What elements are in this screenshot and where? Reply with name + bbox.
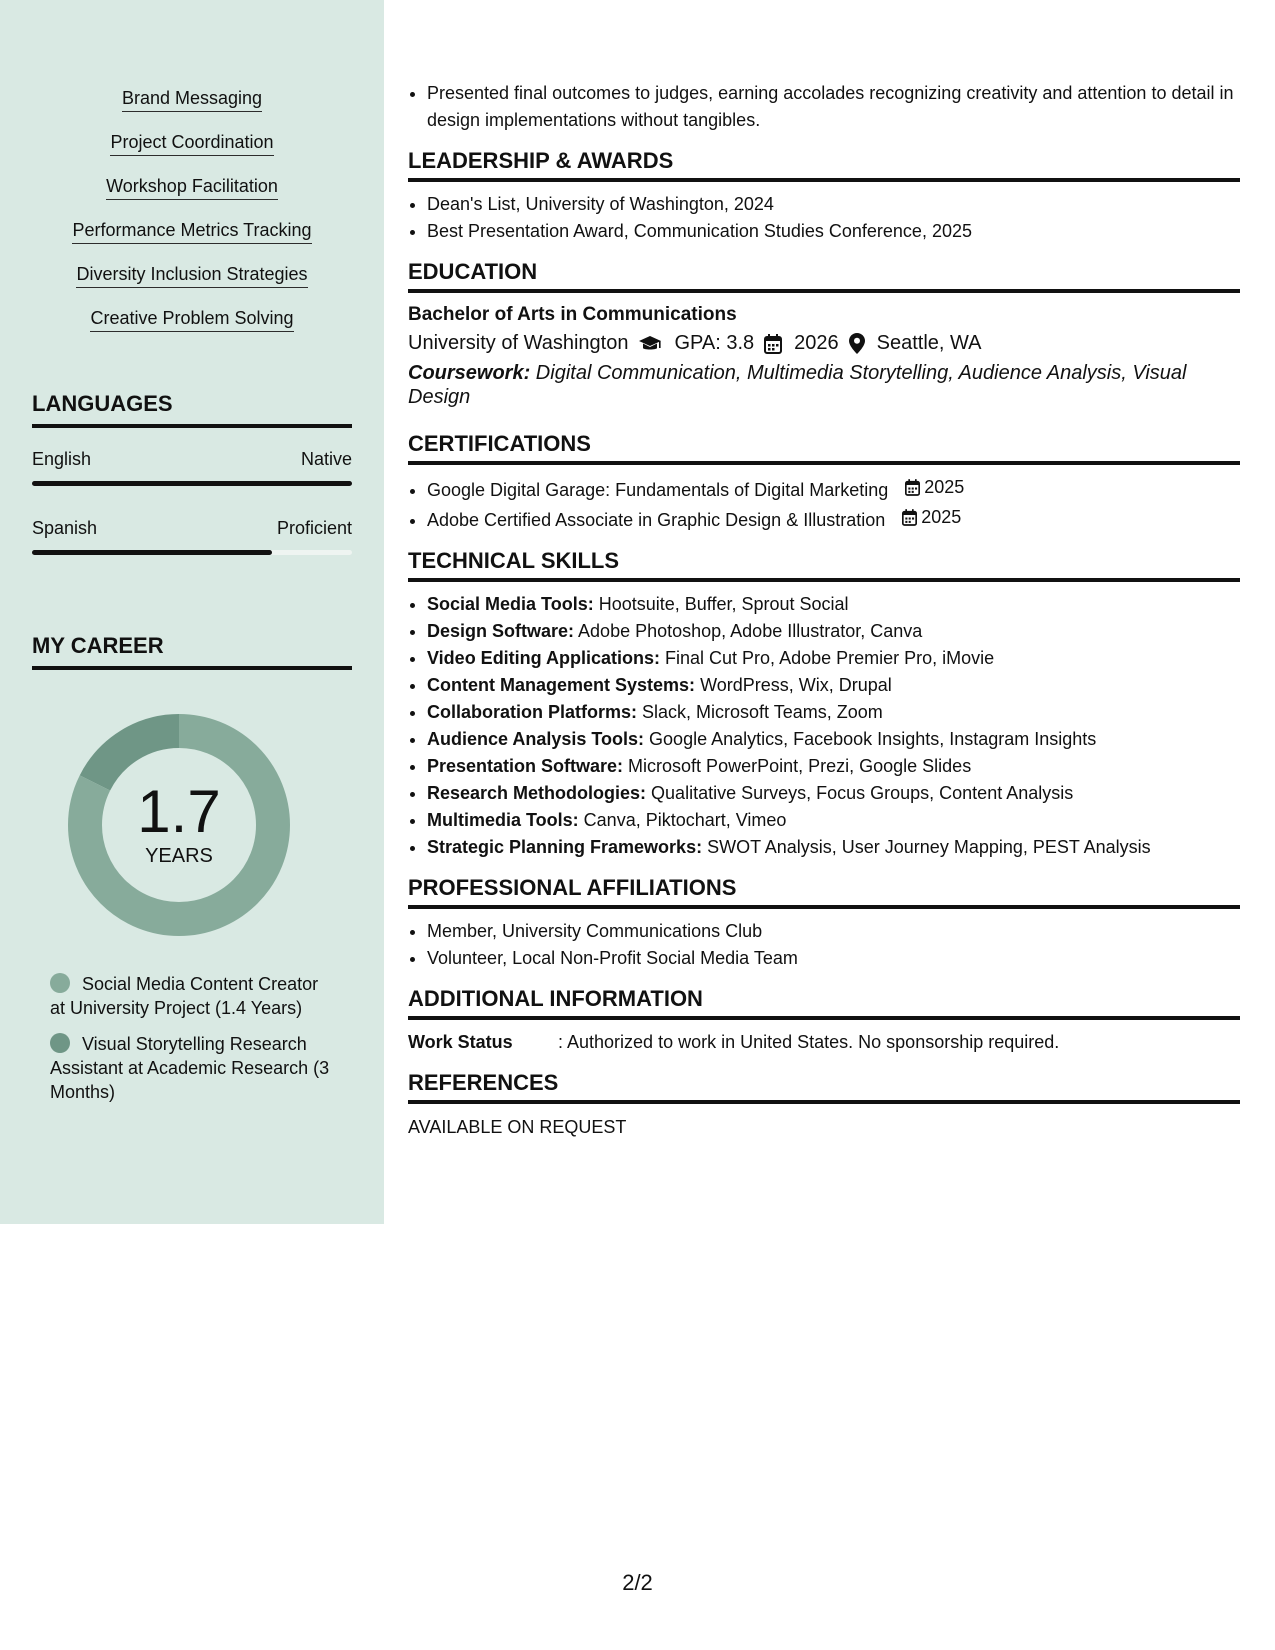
sidebar (0, 0, 384, 1224)
references-text: AVAILABLE ON REQUEST (408, 1117, 627, 1137)
list-item (427, 807, 1240, 834)
calendar-icon (902, 509, 917, 526)
location-pin-icon (849, 333, 865, 354)
language-bar-fill (32, 481, 352, 486)
skill-value: Slack, Microsoft Teams, Zoom (637, 702, 883, 722)
school-name: University of Washington (408, 332, 629, 354)
certification-name: Google Digital Garage: Fundamentals of Digital Marketing (427, 480, 889, 500)
degree-title: Bachelor of Arts in Communications (408, 304, 737, 325)
skill-item: Performance Metrics Tracking (72, 218, 311, 244)
list-item (427, 726, 1240, 753)
list-item (427, 504, 1240, 534)
career-heading: MY CAREER (32, 633, 352, 670)
list-item (427, 780, 1240, 807)
location: Seattle, WA (876, 332, 982, 354)
work-status (408, 1029, 1240, 1056)
career-total: 1.7 (137, 778, 221, 845)
career-item (50, 1032, 335, 1104)
list-item: • Presented final outcomes to judges, earning accolades recognizing creativity and attention to detail in design implementations without tangibles. (427, 80, 1240, 134)
list-item (427, 753, 1240, 780)
skill-value: Hootsuite, Buffer, Sprout Social (593, 594, 849, 614)
skill-value: Microsoft PowerPoint, Prezi, Google Slides (623, 756, 972, 776)
coursework-list: Digital Communication, Multimedia Storytelling, Audience Analysis, Visual Design (408, 362, 1187, 408)
technical-skills-heading: TECHNICAL SKILLS (408, 548, 1240, 582)
skill-label: Design Software: (427, 621, 575, 641)
languages-heading: LANGUAGES (32, 391, 352, 428)
graduation-cap-icon (638, 335, 662, 353)
language-name: Spanish (32, 518, 98, 538)
skill-label: Research Methodologies: (427, 783, 647, 803)
career-item (50, 972, 335, 1020)
career-item-text: Visual Storytelling Research Assistant at Academic Research (3 Months) (50, 1034, 330, 1102)
education-heading: EDUCATION (408, 259, 1240, 293)
language-level: Proficient (276, 518, 352, 538)
work-status-value: : Authorized to work in United States. No sponsorship required. (558, 1032, 1060, 1052)
career-item-text: Social Media Content Creator at University Project (1.4 Years) (50, 974, 319, 1018)
skill-label: Collaboration Platforms: (427, 702, 638, 722)
language-level: Native (300, 449, 352, 469)
certification-year: 2025 (924, 477, 965, 497)
skill-value: SWOT Analysis, User Journey Mapping, PEST Analysis (702, 837, 1151, 857)
list-item: • Dean's List, University of Washington, 2024 (427, 191, 1240, 218)
affiliations-list (408, 918, 1240, 972)
list-item (427, 474, 1240, 504)
main-content (408, 80, 1240, 1141)
calendar-icon (764, 334, 782, 354)
career-legend (50, 972, 335, 1116)
skill-label: Content Management Systems: (427, 675, 696, 695)
skill-value: Adobe Photoshop, Adobe Illustrator, Canva (574, 621, 923, 641)
skill-label: Strategic Planning Frameworks: (427, 837, 703, 857)
additional-info-heading: ADDITIONAL INFORMATION (408, 986, 1240, 1020)
calendar-icon (905, 479, 920, 496)
intro-bullets (408, 80, 1240, 134)
list-item (427, 672, 1240, 699)
graduation-year: 2026 (794, 332, 839, 354)
skill-label: Audience Analysis Tools: (427, 729, 645, 749)
legend-dot-icon (50, 1033, 70, 1053)
work-status-label: Work Status (408, 1032, 513, 1052)
list-item (427, 645, 1240, 672)
language-name: English (32, 449, 92, 469)
skill-value: Canva, Piktochart, Vimeo (578, 810, 787, 830)
skill-label: Video Editing Applications: (427, 648, 661, 668)
skill-label: Presentation Software: (427, 756, 624, 776)
technical-skills-list (408, 591, 1240, 861)
certifications-list (408, 474, 1240, 534)
skill-item: Workshop Facilitation (106, 174, 278, 200)
legend-dot-icon (50, 973, 70, 993)
list-item: • Best Presentation Award, Communication Studies Conference, 2025 (427, 218, 1240, 245)
list-item: • Member, University Communications Club (427, 918, 1240, 945)
coursework (408, 361, 1240, 409)
career-unit: YEARS (145, 845, 213, 867)
language-english (32, 449, 352, 486)
references-heading: REFERENCES (408, 1070, 1240, 1104)
page-number: 2/2 (622, 1570, 653, 1595)
list-item (427, 699, 1240, 726)
list-item (427, 591, 1240, 618)
career-donut-chart (64, 710, 294, 940)
coursework-label: Coursework: (408, 362, 531, 384)
affiliations-heading: PROFESSIONAL AFFILIATIONS (408, 875, 1240, 909)
skill-label: Social Media Tools: (427, 594, 594, 614)
list-item (427, 834, 1240, 861)
education-details (408, 328, 1240, 359)
skill-value: Qualitative Surveys, Focus Groups, Content Analysis (646, 783, 1074, 803)
language-spanish (32, 518, 352, 555)
skill-value: WordPress, Wix, Drupal (695, 675, 892, 695)
certifications-heading: CERTIFICATIONS (408, 431, 1240, 465)
skill-label: Multimedia Tools: (427, 810, 579, 830)
skill-item: Project Coordination (110, 130, 273, 156)
list-item: • Volunteer, Local Non-Profit Social Media Team (427, 945, 1240, 972)
certification-year: 2025 (921, 507, 962, 527)
skills-list (0, 86, 384, 350)
leadership-list (408, 191, 1240, 245)
gpa: GPA: 3.8 (674, 332, 755, 354)
skill-item: Diversity Inclusion Strategies (76, 262, 307, 288)
skill-item: Brand Messaging (122, 86, 262, 112)
language-bar-fill (32, 550, 272, 555)
certification-name: Adobe Certified Associate in Graphic Design & Illustration (427, 510, 886, 530)
list-item (427, 618, 1240, 645)
leadership-heading: LEADERSHIP & AWARDS (408, 148, 1240, 182)
language-bar (32, 481, 352, 486)
skill-value: Google Analytics, Facebook Insights, Instagram Insights (644, 729, 1097, 749)
language-bar (32, 550, 352, 555)
skill-item: Creative Problem Solving (90, 306, 293, 332)
skill-value: Final Cut Pro, Adobe Premier Pro, iMovie (660, 648, 995, 668)
